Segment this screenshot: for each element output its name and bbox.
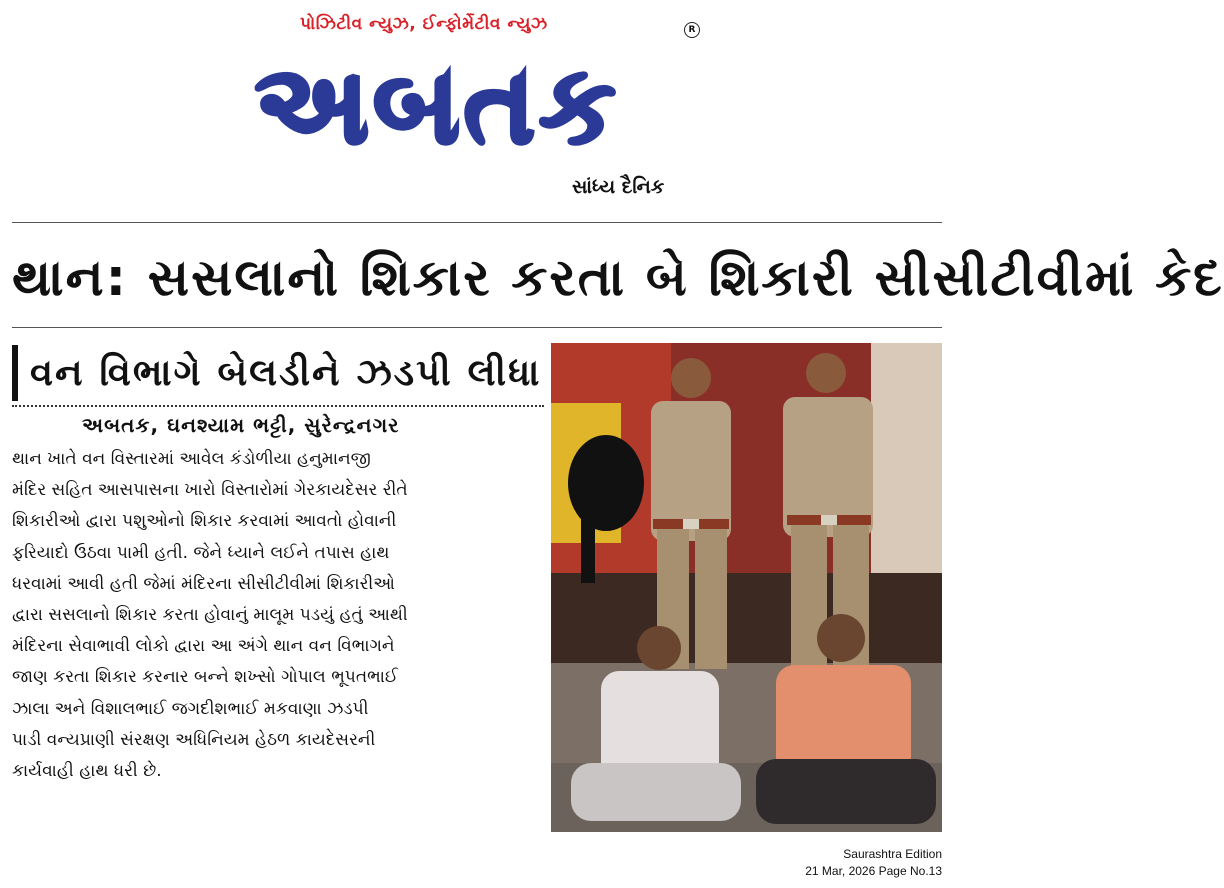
body-line: ધરવામાં આવી હતી જેમાં મંદિરના સીસીટીવીમાં શિકારીઓ <box>12 573 395 594</box>
subheadline-box <box>12 345 542 401</box>
body-line: દ્વારા સસલાનો શિકાર કરતા હોવાનું માલૂમ પડયું હતું આથી <box>12 604 408 625</box>
registered-trademark-icon: R <box>684 22 700 38</box>
news-photo-illustration <box>551 343 942 832</box>
edition-label: Saurashtra Edition <box>843 847 942 861</box>
date-page-label: 21 Mar, 2026 Page No.13 <box>805 864 942 878</box>
body-line: થાન ખાતે વન વિસ્તારમાં આવેલ કંડોળીયા હનુમાનજી <box>12 449 371 469</box>
masthead-subtitle: સાંધ્ય દૈનિક <box>572 176 665 198</box>
newspaper-logo: અબતક <box>255 43 620 168</box>
article-headline: થાન: સસલાનો શિકાર કરતા બે શિકારી સીસીટીવીમાં કેદ <box>12 249 1224 308</box>
body-line: કાર્યવાહી હાથ ધરી છે. <box>12 760 162 781</box>
body-line: મંદિર સહિત આસપાસના ખારો વિસ્તારોમાં ગેરકાયદેસર રીતે <box>12 480 408 501</box>
body-line: જાણ કરતા શિકાર કરનાર બન્ને શખ્સો ગોપાલ ભૂપતભાઈ <box>12 667 398 688</box>
page-footer <box>742 846 942 880</box>
news-photo <box>551 343 942 832</box>
body-line: ઝાલા અને વિશાલભાઈ જગદીશભાઈ મકવાણા ઝડપી <box>12 698 369 719</box>
masthead-divider <box>12 222 942 223</box>
article-body <box>12 444 546 834</box>
masthead <box>0 0 956 215</box>
article-byline: અબતક, ઘનશ્યામ ભટ્ટી, સુરેન્દ્રનગર <box>82 413 400 437</box>
body-line: પાડી વન્યપ્રાણી સંરક્ષણ અધિનિયમ હેઠળ કાયદેસરની <box>12 729 376 750</box>
body-line: શિકારીઓ દ્વારા પશુઓનો શિકાર કરવામાં આવતો હોવાની <box>12 511 397 532</box>
headline-divider <box>12 327 942 328</box>
subheadline-dotted-divider <box>12 405 544 407</box>
article-subheadline: વન વિભાગે બેલડીને ઝડપી લીધા <box>30 351 542 394</box>
masthead-tagline: પોઝિટીવ ન્યુઝ, ઈન્ફોર્મેટીવ ન્યુઝ <box>300 14 548 34</box>
body-line: ફરિયાદો ઉઠવા પામી હતી. જેને ધ્યાને લઈને તપાસ હાથ <box>12 542 390 563</box>
body-line: મંદિરના સેવાભાવી લોકો દ્વારા આ અંગે થાન વન વિભાગને <box>12 636 395 657</box>
